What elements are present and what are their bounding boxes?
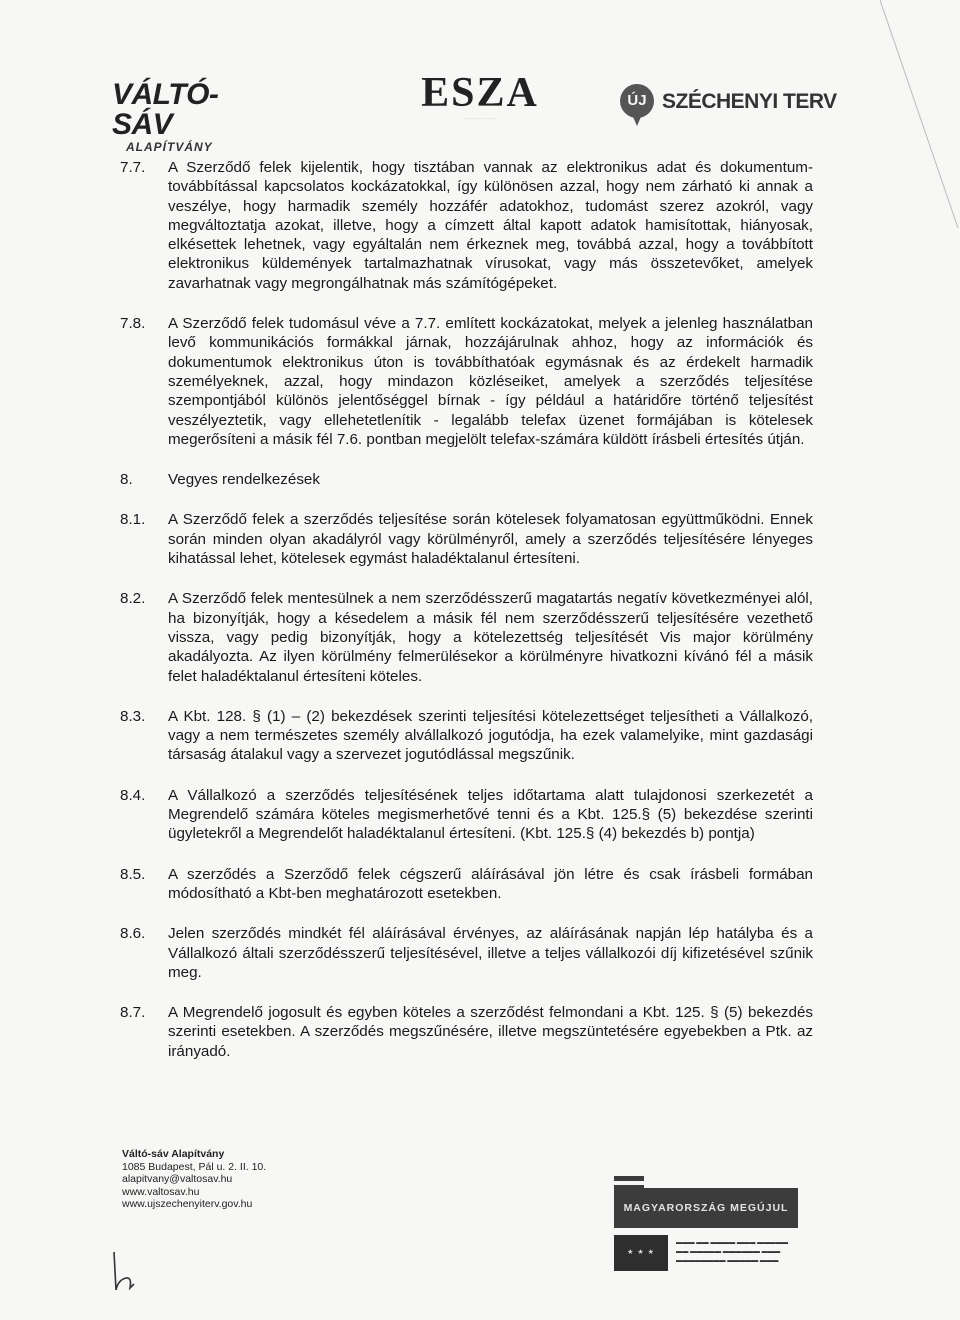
footer-email: alapitvany@valtosav.hu [122, 1173, 233, 1185]
document-body [120, 158, 813, 1064]
section-8-3 [120, 707, 813, 765]
section-number: 8.6. [120, 925, 146, 943]
section-number: 8. [120, 471, 133, 489]
page-header [0, 0, 960, 154]
section-8-6 [120, 924, 813, 982]
footer-street: 1085 Budapest, Pál u. 2. II. 10. [122, 1160, 267, 1173]
section-text: A Szerződő felek mentesülnek a nem szerződésszerű magatartás negatív következményei alól, ha bizonyítják, hogy a késedelem a másik fél nem szerződésszerű teljesítésére vezethető vissza, vagy pedig bizonyítják, hogy a kötelezettség teljesítését Vis major körülmény akadályozta. Az ilyen körülmény felmerülésekor a körülményre hivatkozni kívánó fél a másik felet haladéktalanul értesíteni köteles. [168, 590, 813, 685]
section-text: A szerződés a Szerződő felek cégszerű aláírásával jön létre és csak írásbeli formában módosítható a Kbt-ben meghatározott esetekben. [168, 865, 813, 902]
szechenyi-terv-logo [620, 80, 840, 130]
section-text: A Megrendelő jogosult és egyben köteles a szerződést felmondani a Kbt. 125. § (5) bekezdés szerinti esetekben. A szerződés megszűnésére, illetve megszüntetésére egyebekben a Ptk. az irányadó. [168, 1004, 813, 1060]
section-text: A Szerződő felek a szerződés teljesítése során kötelesek folyamatosan együttműködni. Ennek során minden olyan akadályról vagy körülményről, amely a szerződés teljesítésére lényeges kihatással lehet, kötelesek egymást haladéktalanul értesíteni. [168, 511, 813, 568]
section-text: Jelen szerződés mindkét fél aláírásával érvényes, az aláírásának napján lép hatályba és a Vállalkozó általi szerződésszerű teljesítésével, illetve a teljes vállalkozói díj kifizetésével szűnik meg. [168, 925, 813, 981]
section-number: 8.3. [120, 707, 146, 725]
section-8-2 [120, 589, 813, 685]
map-pin-icon [620, 84, 654, 118]
section-number: 8.4. [120, 786, 146, 804]
section-text: A Kbt. 128. § (1) – (2) bekezdések szerinti teljesítési kötelezettséget teljesítheti a Vállalkozó, vagy a nem természetes személy alvállalkozó jogutódja, ha ezek valamelyike, mint gazdasági társaság átalakul vagy a szervezet jogutódlással megszűnik. [168, 707, 813, 764]
section-8-7 [120, 1003, 813, 1061]
signature-mark [108, 1250, 148, 1300]
valto-sav-logo [112, 78, 272, 154]
logo-center-mark: ESZA [421, 70, 539, 116]
section-number: 8.7. [120, 1004, 146, 1022]
esza-logo [420, 70, 540, 140]
section-7-8 [120, 314, 813, 449]
footer-web-2: www.ujszechenyiterv.gov.hu [122, 1198, 253, 1210]
eu-fineprint: ▬▬▬ ▬▬ ▬▬▬▬ ▬▬▬ ▬▬▬▬▬ ▬▬ ▬▬▬▬▬ ▬▬▬▬▬▬ ▬▬▬ ▬▬▬▬▬▬▬▬ ▬▬▬▬▬ ▬▬▬ [676, 1239, 789, 1264]
logo-left-sub: ALAPÍTVÁNY [126, 140, 213, 154]
section-heading: Vegyes rendelkezések [168, 471, 320, 489]
section-number: 7.7. [120, 159, 146, 176]
scan-edge-line [880, 0, 960, 230]
section-8-4 [120, 786, 813, 844]
section-8-1 [120, 510, 813, 568]
section-8-heading [120, 470, 813, 489]
section-number: 8.1. [120, 511, 146, 529]
section-text: A Szerződő felek tudomásul véve a 7.7. említett kockázatokat, melyek a jelenleg használatban levő kommunikációs formákkal járnak, hozzájárulnak ahhoz, hogy az információk és dokumentumok elektronikus úton is továbbíthatóak egymásnak és az érdekelt harmadik személyeknek, azzal, hogy mindazon közléseiket, amelyek a szerződés teljesítése szempontjából különös jelentőséggel bírnak - így például a határidőre történő teljesítést veszélyeztetik, vagy ellehetetlenítik - legalább telefax üzenet formájában is kötelesek megerősíteni a másik fél 7.6. pontban megjelölt telefax-számára küldött írásbeli értesítés útján. [168, 315, 813, 448]
logo-right-text: SZÉCHENYI TERV [662, 90, 837, 113]
section-number: 7.8. [120, 315, 146, 333]
logo-left-mark: VÁLTÓ-SÁV [112, 78, 219, 141]
footer-web-1: www.valtosav.hu [122, 1185, 200, 1198]
footer-address [122, 1148, 422, 1211]
section-number: 8.5. [120, 865, 146, 883]
logo-right-badge: ÚJ [627, 92, 647, 109]
section-7-7 [120, 158, 813, 293]
section-text: A Szerződő felek kijelentik, hogy tisztában vannak az elektronikus adat és dokumentum-továbbítással kapcsolatos kockázatokkal, így különösen azzal, hogy nem zárható ki annak a veszélye, hogy harmadik személy hozzáfér adatokhoz, tudomást szerez azokról, vagy megváltoztatja azokat, illetve, hogy a címzett által kapott adatok hamisítottak, hiányosak, elkésettek lehetnek, vagy egyáltalán nem érkeznek meg, továbbá azzal, hogy a továbbított elektronikus küldemények tartalmazhatnak vírusokat, vagy más összetevőket, amelyek zavarhatnak vagy megrongálhatnak más számítógépeket. [168, 159, 813, 292]
section-text: A Vállalkozó a szerződés teljesítésének teljes időtartama alatt tulajdonosi szerkezetét a Megrendelő számára köteles megismerhetővé tenni és a Kbt. 125.§ (5) bekezdése szerinti ügyletekről a Megrendelőt haladéktalanul értesíteni. (Kbt. 125.§ (4) bekezdés b) pontja) [168, 786, 813, 843]
section-number: 8.2. [120, 590, 146, 608]
footer-org: Váltó-sáv Alapítvány [122, 1148, 225, 1160]
eu-banner: MAGYARORSZÁG MEGÚJUL [614, 1188, 798, 1228]
logo-center-fineprint: · · · · · · · · · · · [463, 116, 497, 122]
section-8-5 [120, 865, 813, 904]
eu-flag-icon: ★ ★ ★ [614, 1235, 668, 1271]
